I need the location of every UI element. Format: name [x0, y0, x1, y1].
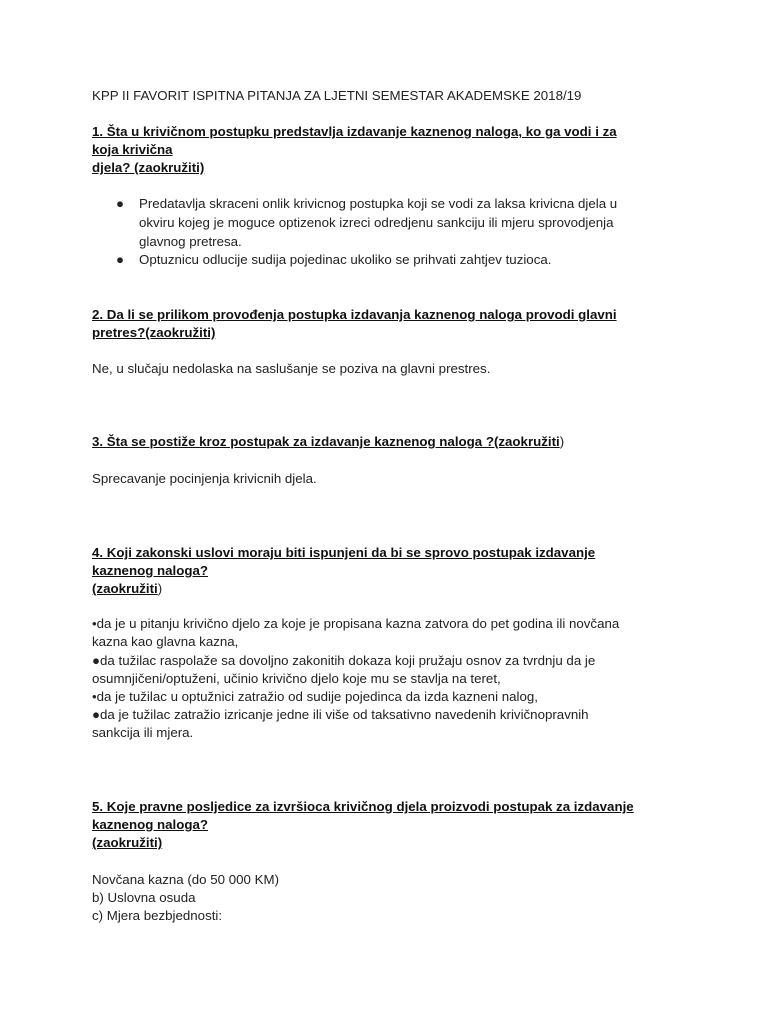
question-4-title-end: ): [157, 581, 163, 596]
question-3-answer: Sprecavanje pocinjenja krivicnih djela.: [92, 471, 317, 486]
question-2-title-line-2: pretres?(zaokružiti): [92, 325, 216, 340]
question-4-answer-line-7: sankcija ili mjera.: [92, 725, 194, 740]
question-4-title-line-3-text: (zaokružiti: [92, 581, 158, 596]
document-header: KPP II FAVORIT ISPITNA PITANJA ZA LJETNI SEMESTAR AKADEMSKE 2018/19: [92, 88, 582, 103]
question-5-answer-line-2: b) Uslovna osuda: [92, 890, 196, 905]
question-2-answer: Ne, u slučaju nedolaska na saslušanje se poziva na glavni prestres.: [92, 361, 491, 376]
question-2-title-line-1: 2. Da li se prilikom provođenja postupka izdavanja kaznenog naloga provodi glavni: [92, 307, 617, 322]
question-1-answer-2-line-1: Optuznicu odlucije sudija pojedinac ukoliko se prihvati zahtjev tuzioca.: [139, 252, 552, 267]
question-5-answer-line-1: Novčana kazna (do 50 000 KM): [92, 872, 280, 887]
bullet-icon: ●: [116, 196, 125, 211]
question-4-answer-line-3: ●da tužilac raspolaže sa dovoljno zakonitih dokaza koji pružaju osnov za tvrdnju da je: [92, 653, 596, 668]
question-4-answer-line-4: osumnjičeni/optuženi, učinio krivično djelo koje mu se stavlja na teret,: [92, 671, 501, 686]
question-4-answer-line-5: •da je tužilac u optužnici zatražio od sudije pojedinca da izda kazneni nalog,: [92, 689, 538, 704]
question-4-answer-line-1: •da je u pitanju krivično djelo za koje je propisana kazna zatvora do pet godina ili novčana: [92, 616, 620, 631]
question-4-title-line-3: [92, 580, 162, 598]
question-1-title-line-1: 1. Šta u krivičnom postupku predstavlja izdavanje kaznenog naloga, ko ga vodi i za: [92, 124, 617, 139]
question-1-title-line-3: djela? (zaokružiti): [92, 160, 205, 175]
question-4-answer-line-2: kazna kao glavna kazna,: [92, 634, 239, 649]
question-3-title: [92, 433, 564, 451]
question-4-title-line-1: 4. Koji zakonski uslovi moraju biti ispunjeni da bi se sprovo postupak izdavanje: [92, 545, 596, 560]
question-1-answer-1-line-1: Predatavlja skraceni onlik krivicnog postupka koji se vodi za laksa krivicna djela u: [139, 196, 618, 211]
question-1-title-line-2: koja krivična: [92, 142, 173, 157]
question-1-answer-1-line-2: okviru kojeg je moguce optizenok izreci odredjenu sankciju ili mjeru sprovodjenja: [139, 215, 614, 230]
question-4-answer-line-6: ●da je tužilac zatražio izricanje jedne ili više od taksativno navedenih krivičnopravnih: [92, 707, 589, 722]
question-5-title-line-1: 5. Koje pravne posljedice za izvršioca krivičnog djela proizvodi postupak za izdavanje: [92, 799, 634, 814]
question-4-title-line-2: kaznenog naloga?: [92, 563, 208, 578]
question-5-title-line-3: (zaokružiti): [92, 835, 163, 850]
question-1-answer-1-line-3: glavnog pretresa.: [139, 234, 242, 249]
question-5-title-line-2: kaznenog naloga?: [92, 817, 208, 832]
bullet-icon: ●: [116, 252, 125, 267]
question-5-answer-line-3: c) Mjera bezbjednosti:: [92, 908, 223, 923]
question-3-title-end: ): [559, 434, 565, 449]
question-3-title-text: 3. Šta se postiže kroz postupak za izdavanje kaznenog naloga ?(zaokružiti: [92, 434, 560, 449]
